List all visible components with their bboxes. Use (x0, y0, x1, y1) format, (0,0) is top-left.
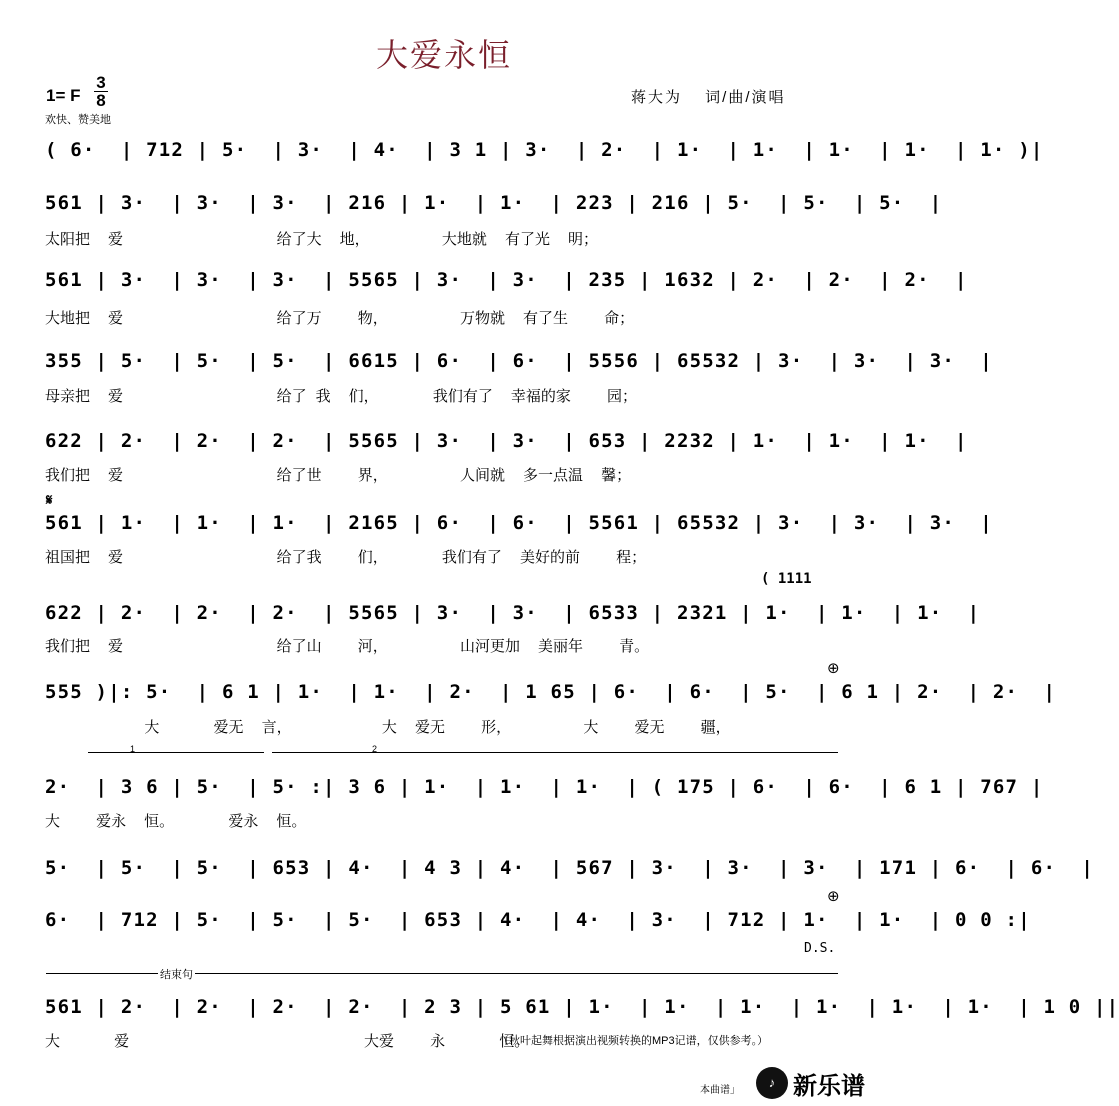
lyrics-row-7: 我们把 爱 给了山 河， 山河更加 美丽年 青。 (45, 637, 650, 655)
score-row-10 (45, 857, 1095, 883)
lyrics-row-12: 大 爱 大爱 永 恒。 (45, 1032, 530, 1050)
lyrics-row-8: 大 爱无 言， 大 爱无 形， 大 爱无 疆， (45, 718, 731, 736)
lyrics-row-2: 太阳把 爱 给了大 地， 大地就 有了光 明； (45, 230, 599, 248)
volta-number-1: 1 (130, 744, 136, 754)
credit-line: 蒋大为 词/曲/演唱 (631, 89, 786, 106)
lyrics-row-4: 母亲把 爱 给了 我 们， 我们有了 幸福的家 园； (45, 387, 638, 405)
volta-number-2: 2 (372, 744, 378, 754)
watermark-small-text: 本曲谱」 (700, 1085, 740, 1096)
score-notes: 555 )|: 5· | 6 1 | 1· | 1· | 2· | 1 65 | 6· | 6· | 5· | 6 1 | 2· | 2· | (45, 681, 1057, 703)
footnote: （秋叶起舞根据演出视频转换的MP3记谱，仅供参考。） (498, 1035, 769, 1047)
meter-bottom: 8 (96, 91, 106, 110)
pickup-notes: ( 1111 (761, 571, 812, 587)
score-row-5 (45, 430, 968, 456)
score-notes: 622 | 2· | 2· | 2· | 5565 | 3· | 3· | 6533 | 2321 | 1· | 1· | 1· | (45, 602, 981, 624)
volta-bracket-1 (88, 752, 264, 753)
score-row-3 (45, 269, 968, 295)
score-notes: 622 | 2· | 2· | 2· | 5565 | 3· | 3· | 653 | 2232 | 1· | 1· | 1· | (45, 430, 968, 452)
lyrics-row-5: 我们把 爱 给了世 界， 人间就 多一点温 馨； (45, 466, 632, 484)
score-row-7 (45, 602, 981, 628)
score-row-9 (45, 776, 1044, 802)
score-row-12 (45, 996, 1119, 1022)
score-notes: ( 6· | 712 | 5· | 3· | 4· | 3 1 | 3· | 2· | 1· | 1· | 1· | 1· | 1· )| (45, 139, 1044, 161)
score-row-6 (45, 512, 993, 538)
score-notes: 5· | 5· | 5· | 653 | 4· | 4 3 | 4· | 567 | 3· | 3· | 3· | 171 | 6· | 6· | (45, 857, 1095, 879)
score-notes: 561 | 1· | 1· | 1· | 2165 | 6· | 6· | 5561 | 65532 | 3· | 3· | 3· | (45, 512, 993, 534)
score-notes: 561 | 2· | 2· | 2· | 2· | 2 3 | 5 61 | 1· | 1· | 1· | 1· | 1· | 1· | 1 0 || (45, 996, 1119, 1018)
record-logo-icon: ♪ (756, 1067, 788, 1099)
score-row-4 (45, 350, 993, 376)
tempo-marking: 欢快、赞美地 (45, 114, 111, 126)
watermark-logo-text: 新乐谱 (793, 1072, 865, 1100)
score-notes: 355 | 5· | 5· | 5· | 6615 | 6· | 6· | 5556 | 65532 | 3· | 3· | 3· | (45, 350, 993, 372)
score-row-8 (45, 681, 1057, 707)
volta-bracket-2 (272, 752, 838, 753)
song-title: 大爱永恒 (375, 36, 512, 74)
lyrics-row-3: 大地把 爱 给了万 物， 万物就 有了生 命； (45, 309, 635, 327)
lyrics-row-9: 大 爱永 恒。 爱永 恒。 (45, 812, 307, 830)
score-notes: 6· | 712 | 5· | 5· | 5· | 653 | 4· | 4· | 3· | 712 | 1· | 1· | 0 0 :| (45, 909, 1031, 931)
score-row-2 (45, 192, 943, 218)
ending-label: 结束句 (158, 966, 195, 982)
time-signature (92, 74, 110, 109)
score-notes: 561 | 3· | 3· | 3· | 5565 | 3· | 3· | 235 | 1632 | 2· | 2· | 2· | (45, 269, 968, 291)
key-signature: 1= F (46, 86, 81, 105)
lyrics-row-6: 祖国把 爱 给了我 们， 我们有了 美好的前 程； (45, 548, 647, 566)
dal-segno: D.S. (804, 941, 836, 956)
score-row-11 (45, 909, 1031, 935)
score-notes: 561 | 3· | 3· | 3· | 216 | 1· | 1· | 223 | 216 | 5· | 5· | 5· | (45, 192, 943, 214)
segno-sign: 𝄋 (46, 492, 53, 509)
coda-sign: ⊕ (827, 660, 840, 677)
coda-sign: ⊕ (827, 888, 840, 905)
meter-top: 3 (96, 73, 106, 92)
score-notes: 2· | 3 6 | 5· | 5· :| 3 6 | 1· | 1· | 1· | ( 175 | 6· | 6· | 6 1 | 767 | (45, 776, 1044, 798)
score-row-1 (45, 139, 1044, 165)
